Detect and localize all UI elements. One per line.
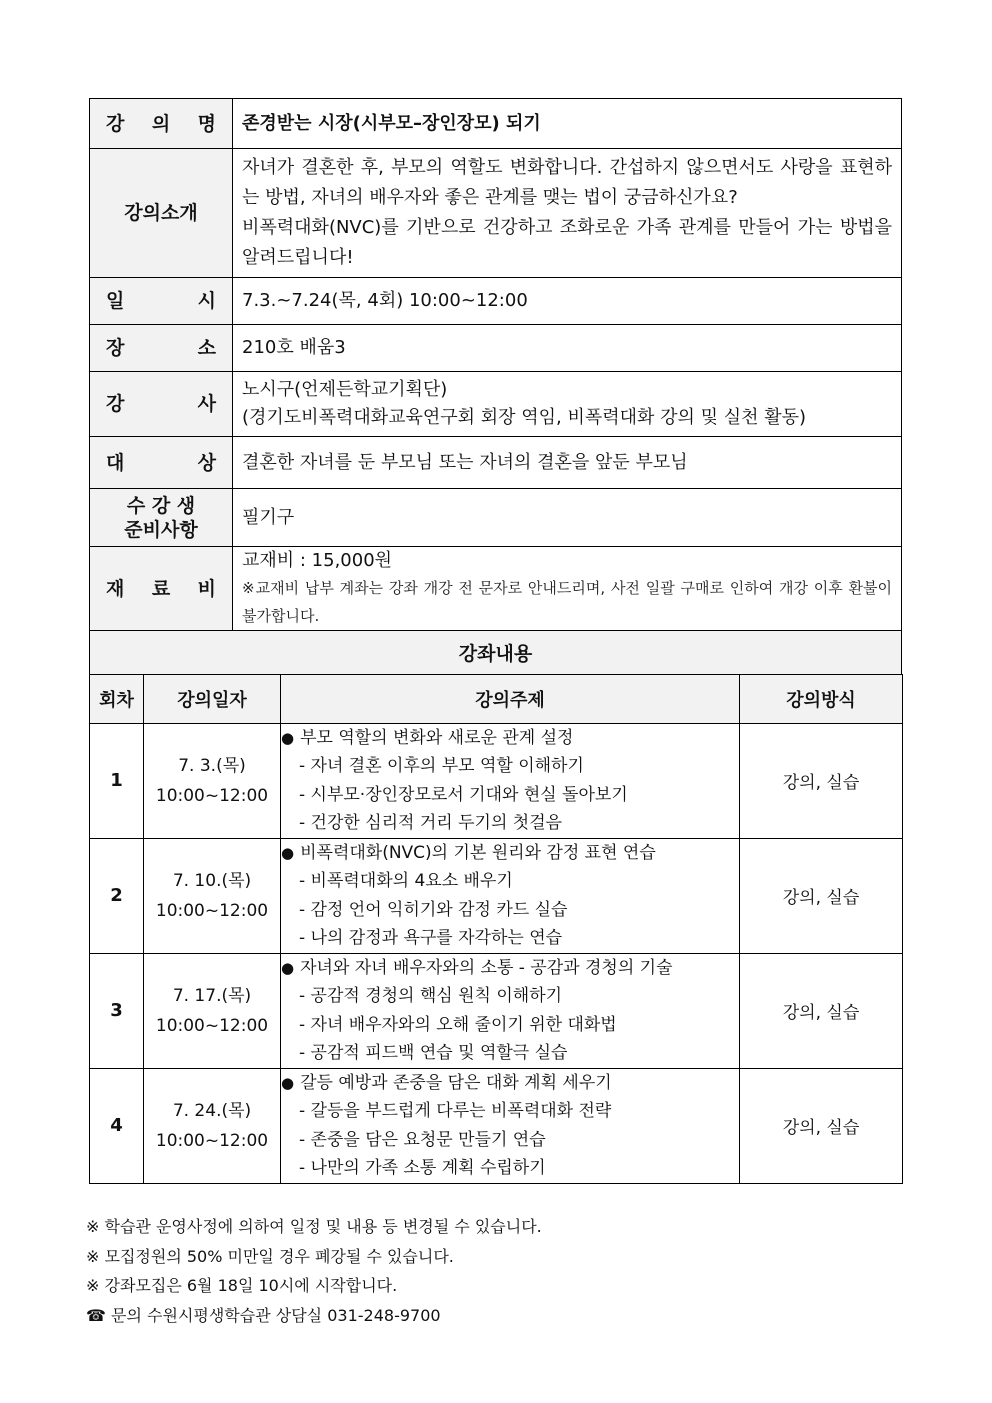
topic-sub: - 공감적 피드백 연습 및 역할극 실습 bbox=[299, 1043, 568, 1063]
place-value: 210호 배움3 bbox=[233, 325, 902, 372]
label-intro: 강의소개 bbox=[90, 149, 233, 278]
target-value: 결혼한 자녀를 둔 부모님 또는 자녀의 결혼을 앞둔 부모님 bbox=[233, 437, 902, 489]
header-session: 회차 bbox=[90, 674, 144, 723]
session-method: 강의, 실습 bbox=[740, 838, 903, 953]
topic-sub: - 나만의 가족 소통 계획 수립하기 bbox=[299, 1158, 546, 1178]
session-date-cell bbox=[144, 1068, 281, 1183]
topic-main: 비폭력대화(NVC)의 기본 원리와 감정 표현 연습 bbox=[300, 842, 656, 863]
session-number: 4 bbox=[90, 1068, 144, 1183]
label-target: 대 상 bbox=[90, 437, 233, 489]
label-schedule: 일 시 bbox=[90, 278, 233, 325]
header-topic: 강의주제 bbox=[281, 674, 740, 723]
label-place: 장 소 bbox=[90, 325, 233, 372]
course-info-sheet bbox=[89, 98, 902, 1184]
course-info-table bbox=[89, 98, 902, 675]
intro-paragraph-2: 비폭력대화(NVC)를 기반으로 건강하고 조화로운 가족 관계를 만들어 가는 방법을 알려드립니다! bbox=[242, 217, 892, 268]
intro-text bbox=[233, 149, 902, 278]
session-topic bbox=[281, 953, 740, 1068]
session-method: 강의, 실습 bbox=[740, 953, 903, 1068]
footer-notes bbox=[86, 1212, 542, 1330]
topic-sub: - 나의 감정과 욕구를 자각하는 연습 bbox=[299, 928, 563, 948]
prep-value: 필기구 bbox=[233, 489, 902, 547]
session-date-cell bbox=[144, 953, 281, 1068]
lecture-title: 존경받는 시장(시부모–장인장모) 되기 bbox=[233, 99, 902, 149]
session-topic bbox=[281, 1068, 740, 1183]
bullet-icon: ● bbox=[281, 958, 295, 977]
session-time: 10:00~12:00 bbox=[155, 1015, 269, 1036]
session-topic bbox=[281, 838, 740, 953]
session-number: 1 bbox=[90, 723, 144, 838]
bullet-icon: ● bbox=[281, 843, 295, 862]
label-prep-line1: 수 강 생 bbox=[126, 494, 196, 517]
row-place bbox=[90, 325, 902, 372]
bullet-icon: ● bbox=[281, 728, 295, 747]
topic-sub: - 시부모·장인장모로서 기대와 현실 돌아보기 bbox=[299, 784, 628, 805]
bullet-icon: ● bbox=[281, 1073, 295, 1092]
topic-sub: - 비폭력대화의 4요소 배우기 bbox=[299, 871, 513, 891]
row-intro bbox=[90, 149, 902, 278]
label-prep-line2: 준비사항 bbox=[124, 518, 198, 541]
session-number: 3 bbox=[90, 953, 144, 1068]
material-note: ※교재비 납부 계좌는 강좌 개강 전 문자로 안내드리며, 사전 일괄 구매로 인하여 개강 이후 환불이 불가합니다. bbox=[242, 578, 892, 625]
session-number: 2 bbox=[90, 838, 144, 953]
row-section-head bbox=[90, 631, 902, 675]
session-row-4 bbox=[90, 1068, 903, 1183]
phone-icon: ☎ bbox=[86, 1305, 106, 1325]
session-date: 7. 10.(목) bbox=[172, 870, 252, 891]
session-method: 강의, 실습 bbox=[740, 723, 903, 838]
contact-text: 문의 수원시평생학습관 상담실 031-248-9700 bbox=[111, 1305, 441, 1325]
material-value bbox=[233, 547, 902, 631]
topic-main: 갈등 예방과 존중을 담은 대화 계획 세우기 bbox=[300, 1072, 612, 1093]
session-date-cell bbox=[144, 838, 281, 953]
session-row-1 bbox=[90, 723, 903, 838]
topic-main: 부모 역할의 변화와 새로운 관계 설정 bbox=[300, 727, 574, 748]
schedule-value: 7.3.~7.24(목, 4회) 10:00~12:00 bbox=[233, 278, 902, 325]
session-date-cell bbox=[144, 723, 281, 838]
schedule-header-row bbox=[90, 674, 903, 723]
session-date: 7. 24.(목) bbox=[172, 1100, 252, 1121]
topic-sub: - 자녀 결혼 이후의 부모 역할 이해하기 bbox=[299, 756, 584, 776]
material-fee: 교재비 : 15,000원 bbox=[242, 549, 393, 571]
row-lecture-name bbox=[90, 99, 902, 149]
intro-paragraph-1: 자녀가 결혼한 후, 부모의 역할도 변화합니다. 간섭하지 않으면서도 사랑을 표현하는 방법, 자녀의 배우자와 좋은 관계를 맺는 법이 궁금하신가요? bbox=[242, 157, 892, 208]
footer-contact bbox=[86, 1301, 542, 1331]
topic-sub: - 건강한 심리적 거리 두기의 첫걸음 bbox=[299, 813, 563, 833]
schedule-table bbox=[89, 674, 903, 1184]
header-method: 강의방식 bbox=[740, 674, 903, 723]
instructor-name: 노시구(언제든학교기획단) bbox=[242, 379, 448, 400]
section-title: 강좌내용 bbox=[90, 631, 902, 675]
row-instructor bbox=[90, 372, 902, 437]
session-date: 7. 17.(목) bbox=[172, 985, 252, 1006]
row-prep bbox=[90, 489, 902, 547]
header-date: 강의일자 bbox=[144, 674, 281, 723]
session-time: 10:00~12:00 bbox=[155, 1130, 269, 1151]
session-time: 10:00~12:00 bbox=[155, 785, 269, 806]
session-row-2 bbox=[90, 838, 903, 953]
session-date: 7. 3.(목) bbox=[178, 755, 246, 776]
session-method: 강의, 실습 bbox=[740, 1068, 903, 1183]
session-row-3 bbox=[90, 953, 903, 1068]
topic-sub: - 공감적 경청의 핵심 원칙 이해하기 bbox=[299, 986, 563, 1006]
row-schedule bbox=[90, 278, 902, 325]
topic-sub: - 감정 언어 익히기와 감정 카드 실습 bbox=[299, 899, 568, 920]
topic-main: 자녀와 자녀 배우자와의 소통 - 공감과 경청의 기술 bbox=[300, 957, 673, 978]
instructor-career: (경기도비폭력대화교육연구회 회장 역임, 비폭력대화 강의 및 실천 활동) bbox=[242, 407, 807, 428]
footer-note: ※ 강좌모집은 6월 18일 10시에 시작합니다. bbox=[86, 1276, 398, 1295]
session-topic bbox=[281, 723, 740, 838]
topic-sub: - 자녀 배우자와의 오해 줄이기 위한 대화법 bbox=[299, 1014, 617, 1035]
topic-sub: - 갈등을 부드럽게 다루는 비폭력대화 전략 bbox=[299, 1101, 612, 1121]
footer-note: ※ 학습관 운영사정에 의하여 일정 및 내용 등 변경될 수 있습니다. bbox=[86, 1217, 542, 1236]
label-material: 재 료 비 bbox=[90, 547, 233, 631]
footer-note: ※ 모집정원의 50% 미만일 경우 폐강될 수 있습니다. bbox=[86, 1246, 454, 1266]
session-time: 10:00~12:00 bbox=[155, 900, 269, 921]
instructor-value bbox=[233, 372, 902, 437]
topic-sub: - 존중을 담은 요청문 만들기 연습 bbox=[299, 1129, 546, 1150]
label-instructor: 강 사 bbox=[90, 372, 233, 437]
label-prep bbox=[90, 489, 233, 547]
row-target bbox=[90, 437, 902, 489]
row-material bbox=[90, 547, 902, 631]
label-lecture-name: 강 의 명 bbox=[90, 99, 233, 149]
